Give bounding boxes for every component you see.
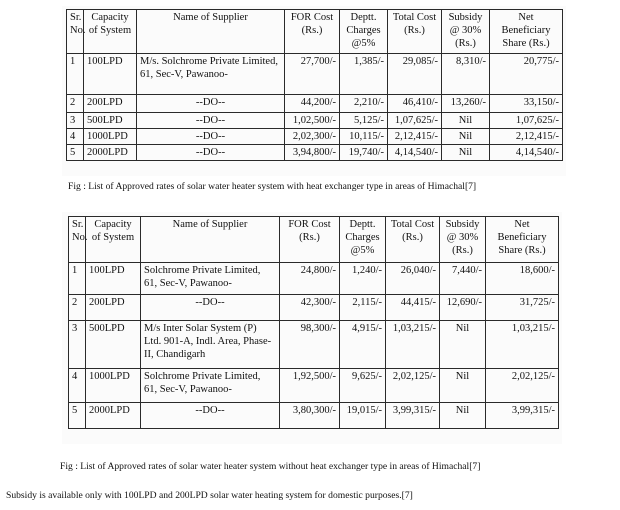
cell-subsidy: 13,260/- bbox=[442, 95, 490, 113]
cell-sr: 4 bbox=[67, 129, 84, 145]
cell-subsidy: 8,310/- bbox=[442, 54, 490, 95]
cell-deptt-charges: 19,740/- bbox=[340, 145, 388, 161]
header-deptt-charges: Deptt. Charges @5% bbox=[340, 217, 386, 263]
rates-table-without-heat-exchanger bbox=[68, 216, 559, 429]
table1-caption: Fig : List of Approved rates of solar water heater system with heat exchanger type in areas of Himachal[7] bbox=[68, 181, 477, 192]
cell-supplier: Solchrome Private Limited, 61, Sec-V, Pawanoo- bbox=[141, 369, 280, 403]
cell-deptt-charges: 2,115/- bbox=[340, 295, 386, 321]
table-row bbox=[69, 403, 559, 429]
table-row bbox=[69, 295, 559, 321]
header-sr: Sr. No. bbox=[69, 217, 86, 263]
cell-capacity: 1000LPD bbox=[84, 129, 137, 145]
cell-net-share: 1,07,625/- bbox=[490, 113, 563, 129]
header-capacity: Capacity of System bbox=[84, 10, 137, 54]
cell-supplier: --DO-- bbox=[137, 95, 285, 113]
cell-net-share: 2,12,415/- bbox=[490, 129, 563, 145]
cell-subsidy: 12,690/- bbox=[440, 295, 486, 321]
cell-net-share: 20,775/- bbox=[490, 54, 563, 95]
cell-subsidy: Nil bbox=[442, 145, 490, 161]
cell-net-share: 2,02,125/- bbox=[486, 369, 559, 403]
subsidy-note: Subsidy is available only with 100LPD and 200LPD solar water heating system for domestic purposes.[7] bbox=[6, 490, 413, 501]
table-row bbox=[67, 145, 563, 161]
cell-supplier: M/s Inter Solar System (P) Ltd. 901-A, Indl. Area, Phase-II, Chandigarh bbox=[141, 321, 280, 369]
cell-supplier: --DO-- bbox=[137, 113, 285, 129]
cell-supplier: --DO-- bbox=[141, 295, 280, 321]
table-row bbox=[67, 95, 563, 113]
cell-deptt-charges: 9,625/- bbox=[340, 369, 386, 403]
cell-capacity: 200LPD bbox=[84, 95, 137, 113]
cell-supplier: --DO-- bbox=[137, 129, 285, 145]
cell-subsidy: Nil bbox=[440, 369, 486, 403]
cell-supplier: M/s. Solchrome Private Limited, 61, Sec-V, Pawanoo- bbox=[137, 54, 285, 95]
cell-deptt-charges: 4,915/- bbox=[340, 321, 386, 369]
cell-for-cost: 3,94,800/- bbox=[285, 145, 340, 161]
cell-sr: 5 bbox=[69, 403, 86, 429]
cell-for-cost: 44,200/- bbox=[285, 95, 340, 113]
cell-for-cost: 3,80,300/- bbox=[280, 403, 340, 429]
cell-sr: 1 bbox=[69, 263, 86, 295]
cell-total-cost: 2,12,415/- bbox=[388, 129, 442, 145]
cell-total-cost: 26,040/- bbox=[386, 263, 440, 295]
cell-net-share: 33,150/- bbox=[490, 95, 563, 113]
cell-net-share: 18,600/- bbox=[486, 263, 559, 295]
cell-total-cost: 46,410/- bbox=[388, 95, 442, 113]
cell-for-cost: 1,92,500/- bbox=[280, 369, 340, 403]
header-for-cost: FOR Cost (Rs.) bbox=[285, 10, 340, 54]
table-header-row bbox=[67, 10, 563, 54]
cell-sr: 5 bbox=[67, 145, 84, 161]
cell-deptt-charges: 5,125/- bbox=[340, 113, 388, 129]
table-row bbox=[67, 54, 563, 95]
cell-total-cost: 44,415/- bbox=[386, 295, 440, 321]
cell-supplier: Solchrome Private Limited, 61, Sec-V, Pawanoo- bbox=[141, 263, 280, 295]
cell-net-share: 3,99,315/- bbox=[486, 403, 559, 429]
table2-caption: Fig : List of Approved rates of solar water heater system without heat exchanger type in areas of Himachal[7] bbox=[60, 461, 481, 472]
table-row bbox=[67, 113, 563, 129]
cell-for-cost: 24,800/- bbox=[280, 263, 340, 295]
cell-for-cost: 98,300/- bbox=[280, 321, 340, 369]
header-for-cost: FOR Cost (Rs.) bbox=[280, 217, 340, 263]
table-row bbox=[69, 369, 559, 403]
cell-capacity: 2000LPD bbox=[84, 145, 137, 161]
table-row bbox=[67, 129, 563, 145]
header-subsidy: Subsidy @ 30% (Rs.) bbox=[440, 217, 486, 263]
header-supplier: Name of Supplier bbox=[141, 217, 280, 263]
cell-total-cost: 3,99,315/- bbox=[386, 403, 440, 429]
table-header-row bbox=[69, 217, 559, 263]
header-net-share: Net Beneficiary Share (Rs.) bbox=[486, 217, 559, 263]
cell-sr: 3 bbox=[69, 321, 86, 369]
cell-total-cost: 1,07,625/- bbox=[388, 113, 442, 129]
cell-capacity: 2000LPD bbox=[86, 403, 141, 429]
header-capacity: Capacity of System bbox=[86, 217, 141, 263]
cell-deptt-charges: 2,210/- bbox=[340, 95, 388, 113]
cell-sr: 1 bbox=[67, 54, 84, 95]
cell-net-share: 1,03,215/- bbox=[486, 321, 559, 369]
cell-for-cost: 42,300/- bbox=[280, 295, 340, 321]
header-total-cost: Total Cost (Rs.) bbox=[388, 10, 442, 54]
table-row bbox=[69, 321, 559, 369]
cell-sr: 3 bbox=[67, 113, 84, 129]
header-sr: Sr. No. bbox=[67, 10, 84, 54]
cell-sr: 4 bbox=[69, 369, 86, 403]
cell-net-share: 4,14,540/- bbox=[490, 145, 563, 161]
cell-sr: 2 bbox=[67, 95, 84, 113]
header-deptt-charges: Deptt. Charges @5% bbox=[340, 10, 388, 54]
cell-subsidy: Nil bbox=[440, 321, 486, 369]
cell-for-cost: 1,02,500/- bbox=[285, 113, 340, 129]
cell-capacity: 500LPD bbox=[84, 113, 137, 129]
cell-deptt-charges: 1,240/- bbox=[340, 263, 386, 295]
table-row bbox=[69, 263, 559, 295]
cell-deptt-charges: 19,015/- bbox=[340, 403, 386, 429]
cell-for-cost: 2,02,300/- bbox=[285, 129, 340, 145]
cell-capacity: 1000LPD bbox=[86, 369, 141, 403]
cell-total-cost: 1,03,215/- bbox=[386, 321, 440, 369]
cell-sr: 2 bbox=[69, 295, 86, 321]
header-net-share: Net Beneficiary Share (Rs.) bbox=[490, 10, 563, 54]
cell-subsidy: 7,440/- bbox=[440, 263, 486, 295]
cell-subsidy: Nil bbox=[442, 129, 490, 145]
cell-subsidy: Nil bbox=[440, 403, 486, 429]
header-subsidy: Subsidy @ 30% (Rs.) bbox=[442, 10, 490, 54]
cell-capacity: 100LPD bbox=[84, 54, 137, 95]
cell-net-share: 31,725/- bbox=[486, 295, 559, 321]
cell-deptt-charges: 1,385/- bbox=[340, 54, 388, 95]
cell-supplier: --DO-- bbox=[137, 145, 285, 161]
header-supplier: Name of Supplier bbox=[137, 10, 285, 54]
cell-capacity: 100LPD bbox=[86, 263, 141, 295]
cell-subsidy: Nil bbox=[442, 113, 490, 129]
cell-deptt-charges: 10,115/- bbox=[340, 129, 388, 145]
header-total-cost: Total Cost (Rs.) bbox=[386, 217, 440, 263]
cell-total-cost: 29,085/- bbox=[388, 54, 442, 95]
cell-for-cost: 27,700/- bbox=[285, 54, 340, 95]
rates-table-with-heat-exchanger bbox=[66, 9, 563, 161]
cell-capacity: 500LPD bbox=[86, 321, 141, 369]
cell-supplier: --DO-- bbox=[141, 403, 280, 429]
cell-total-cost: 4,14,540/- bbox=[388, 145, 442, 161]
cell-total-cost: 2,02,125/- bbox=[386, 369, 440, 403]
cell-capacity: 200LPD bbox=[86, 295, 141, 321]
